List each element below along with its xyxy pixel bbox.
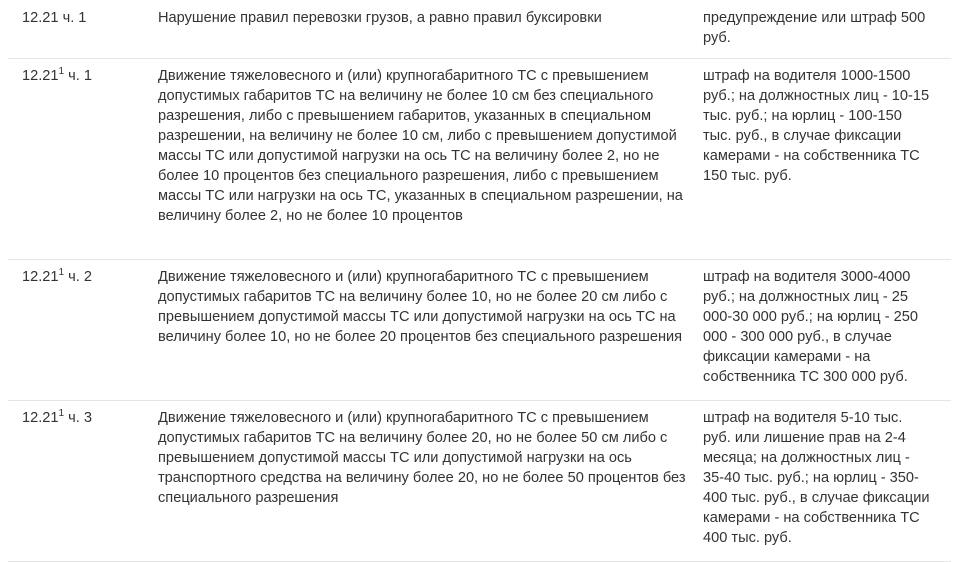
article-cell [8,401,150,562]
article-cell [8,0,150,59]
article-superscript: 1 [58,267,65,279]
penalty-cell: штраф на водителя 1000-1500 руб.; на должностных лиц - 10-15 тыс. руб.; на юрлиц - 100-150 тыс. руб., в случае фиксации камерами - на собственника ТС 150 тыс. руб. [695,59,951,260]
article-superscript: 1 [58,408,65,420]
article-number: 12.21 [22,68,59,84]
article-part: ч. 3 [64,410,92,426]
penalty-cell: предупреждение или штраф 500 руб. [695,0,951,59]
table-row [8,260,951,401]
article-superscript: 1 [58,66,65,78]
penalty-cell: штраф на водителя 3000-4000 руб.; на должностных лиц - 25 000-30 000 руб.; на юрлиц - 250 000 - 300 000 руб., в случае фиксации камерами - на собственника ТС 300 000 руб. [695,260,951,401]
article-part: ч. 1 [58,10,87,26]
fines-table [8,0,951,562]
article-cell [8,260,150,401]
article-part: ч. 2 [64,269,92,285]
table-row [8,0,951,59]
table-row [8,59,951,260]
article-number: 12.21 [22,410,59,426]
article-number: 12.21 [22,10,59,26]
violation-description: Нарушение правил перевозки грузов, а равно правил буксировки [150,0,695,59]
article-cell [8,59,150,260]
article-number: 12.21 [22,269,59,285]
penalty-cell: штраф на водителя 5-10 тыс. руб. или лишение прав на 2-4 месяца; на должностных лиц - 35-40 тыс. руб.; на юрлиц - 350-400 тыс. руб., в случае фиксации камерами - на собственника ТС 400 тыс. руб. [695,401,951,562]
table-row [8,401,951,562]
violation-description: Движение тяжеловесного и (или) крупногабаритного ТС с превышением допустимых габаритов ТС на величину более 10, но не более 20 см либо с превышением допустимой массы ТС или допустимой нагрузки на ось ТС на величину более 10, но не более 20 процентов без специального разрешения [150,260,695,401]
violation-description: Движение тяжеловесного и (или) крупногабаритного ТС с превышением допустимых габаритов ТС на величину более 20, но не более 50 см либо с превышением допустимой массы ТС или допустимой нагрузки на ось транспортного средства на величину более 20, но не более 50 процентов без специального разрешения [150,401,695,562]
violation-description: Движение тяжеловесного и (или) крупногабаритного ТС с превышением допустимых габаритов ТС на величину не более 10 см без специального разрешения, либо с превышением габаритов, указанных в специальном разрешении, на величину не более 10 см, либо с превышением допустимой массы ТС или допустимой нагрузки на ось ТС на величину более 2, но не более 10 процентов без специального разрешения, либо с превышением массы ТС или нагрузки на ось ТС, указанных в специальном разрешении, на величину более 2, но не более 10 процентов [150,59,695,260]
article-part: ч. 1 [64,68,92,84]
